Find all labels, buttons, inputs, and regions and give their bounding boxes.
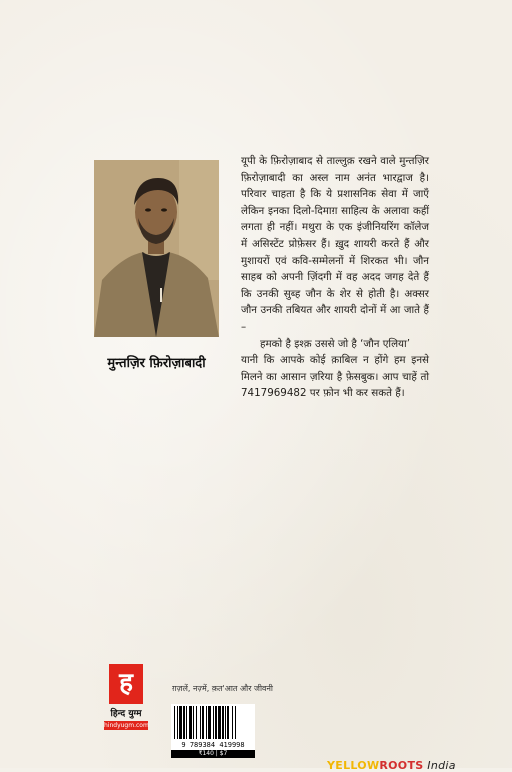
bio-paragraph-2: यानी कि आपके कोई क़ाबिल न होंगे हम इनसे मिलने का आसान ज़रिया है फ़ेसबुक। आप चाहें तो 7417969482 पर फ़ोन भी कर सकते हैं। (241, 354, 429, 400)
genre-line: ग़ज़लें, नज़्में, क़त'आत और जीवनी (172, 684, 273, 693)
imprint-part-india: India (423, 759, 456, 772)
barcode-bar (206, 706, 207, 739)
author-photo (94, 160, 219, 337)
barcode-bar (235, 706, 236, 739)
barcode-bar (222, 706, 224, 739)
isbn-number: 9 789384 419998 (181, 741, 245, 749)
barcode-bars (171, 704, 255, 741)
barcode-bar (232, 706, 233, 739)
author-name-caption: मुन्तज़िर फ़िरोज़ाबादी (107, 356, 206, 371)
barcode-bar (196, 706, 197, 739)
barcode-bar (227, 706, 229, 739)
barcode (171, 704, 255, 758)
price-label: ₹140 | $7 (171, 750, 255, 758)
barcode-bar (189, 706, 192, 739)
barcode-bar (193, 706, 194, 739)
barcode-bar (213, 706, 214, 739)
barcode-bar (225, 706, 226, 739)
barcode-bar (183, 706, 185, 739)
publisher-logo (94, 664, 158, 738)
imprint-part-roots: ROOTS (379, 759, 424, 772)
author-bio (241, 153, 429, 402)
bio-couplet: हमको है इश्क़ उससे जो है ‘जौन एलिया’ (260, 337, 410, 350)
barcode-bar (202, 706, 204, 739)
barcode-bar (215, 706, 217, 739)
barcode-bar (200, 706, 201, 739)
imprint-logo (327, 759, 456, 772)
barcode-bar (218, 706, 221, 739)
barcode-bar (179, 706, 182, 739)
barcode-bar (186, 706, 187, 739)
barcode-bar (177, 706, 178, 739)
publisher-name: हिन्द युग्म (110, 709, 142, 719)
barcode-bar (174, 706, 175, 739)
publisher-logo-icon: ह (109, 664, 143, 704)
barcode-bar (208, 706, 211, 739)
bio-paragraph-1: यूपी के फ़िरोज़ाबाद से ताल्लुक़ रखने वाले मुन्तज़िर फ़िरोज़ाबादी का अस्ल नाम अनंत भारद्वाज है। परिवार चाहता है कि ये प्रशासनिक सेवा में जाएँ लेकिन इनका दिलो-दिमाग़ साहित्य के अलावा कहीं लगता ही नहीं। मथुरा के एक इंजीनियरिंग कॉलेज में असिस्टेंट प्रोफ़ेसर हैं। ख़ुद शायरी करते हैं और मुशायरों एवं कवि-सम्मेलनों में शिरकत भी। जौन साहब को अपनी ज़िंदगी में वह अदद जगह देते हैं कि उनकी सुब्ह जौन के शेर से होती है। अक्सर जौन उनकी तबियत और शायरी दोनों में आ जाते हैं – (241, 155, 429, 333)
publisher-url: hindyugm.com (104, 722, 149, 729)
imprint-part-yellow: YELLOW (327, 759, 380, 772)
